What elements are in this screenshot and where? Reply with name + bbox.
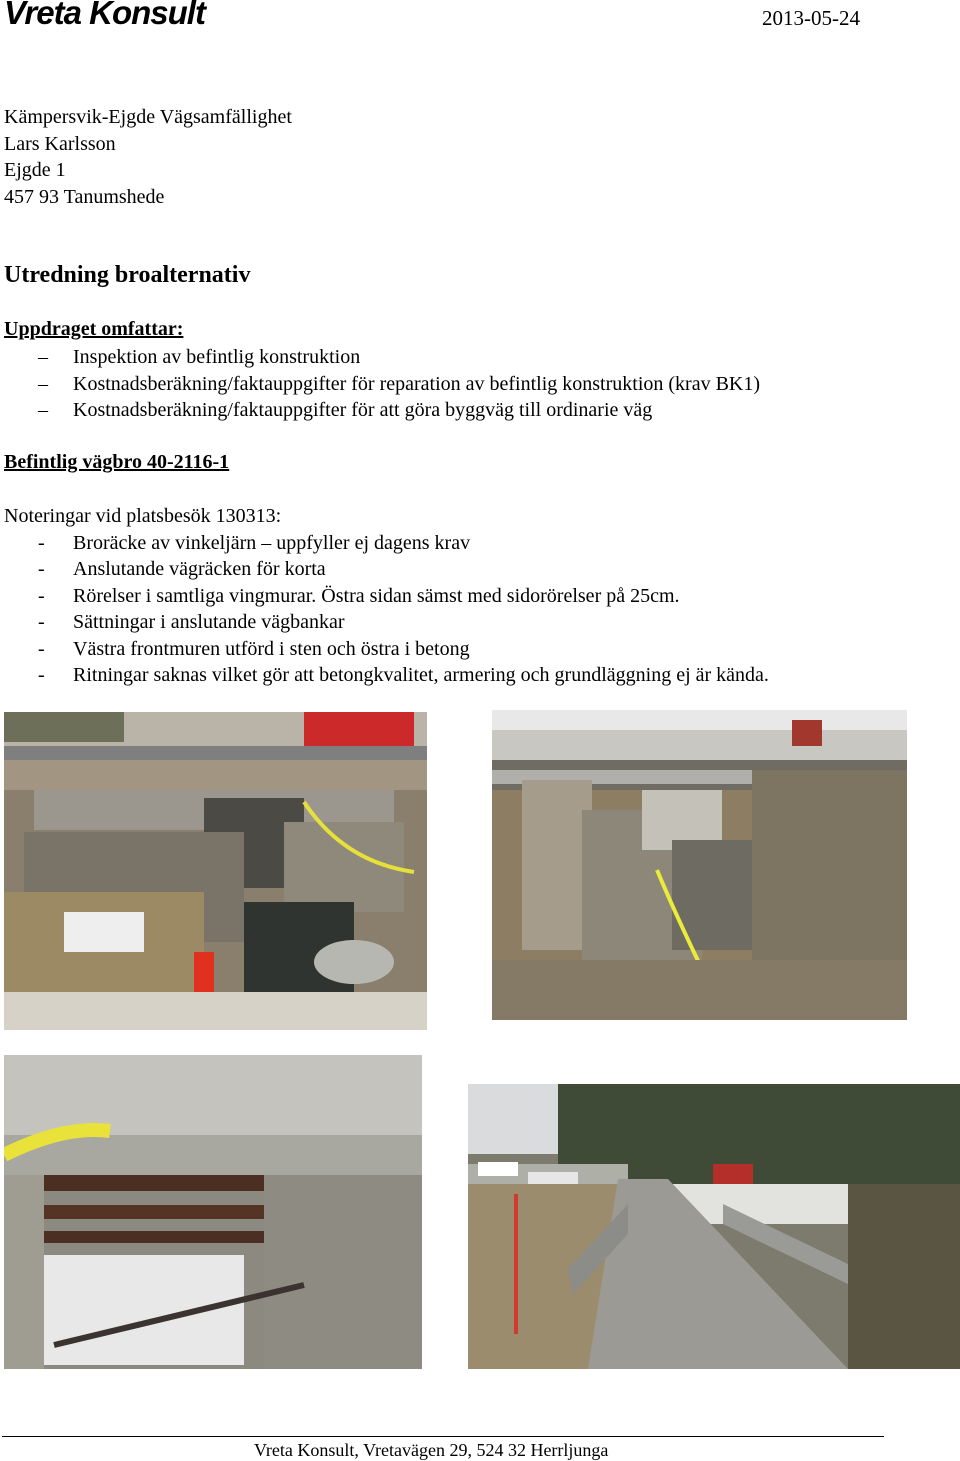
notes-intro — [4, 503, 934, 530]
list-item — [4, 662, 934, 689]
list-dash: - — [38, 664, 45, 686]
list-dash: – — [38, 346, 48, 368]
bridge-notes — [4, 503, 934, 689]
bridge-underside-photo — [4, 1055, 422, 1369]
recipient-line: Ejgde 1 — [4, 159, 66, 181]
list-item-text: Anslutande vägräcken för korta — [73, 558, 326, 580]
footer-address: Vreta Konsult, Vretavägen 29, 524 32 Herrljunga — [254, 1440, 609, 1460]
assignment-heading: Uppdraget omfattar: — [4, 318, 184, 340]
list-dash: - — [38, 584, 45, 607]
footer-divider — [2, 1436, 884, 1437]
list-item — [4, 397, 904, 424]
recipient-address — [4, 104, 292, 210]
bridge-photo-west — [4, 712, 427, 1030]
document-title: Utredning broalternativ — [4, 262, 251, 288]
list-item — [4, 344, 904, 371]
recipient-line: Lars Karlsson — [4, 132, 116, 155]
list-item — [4, 371, 904, 398]
recipient-line: 457 93 Tanumshede — [4, 185, 165, 208]
list-item — [4, 556, 934, 583]
list-dash: - — [38, 531, 45, 554]
list-item — [4, 530, 934, 557]
assignment-list — [4, 344, 904, 424]
list-item-text: Broräcke av vinkeljärn – uppfyller ej dagens krav — [73, 531, 471, 554]
road-view-photo — [468, 1084, 960, 1369]
list-item — [4, 583, 934, 610]
list-item-text: Ritningar saknas vilket gör att betongkvalitet, armering och grundläggning ej är kända. — [73, 664, 769, 686]
list-item-text: Västra frontmuren utförd i sten och östra i betong — [73, 637, 470, 660]
list-item-text: Sättningar i anslutande vägbankar — [73, 611, 345, 633]
list-dash: - — [38, 637, 45, 660]
list-item-text: Kostnadsberäkning/faktauppgifter för att göra byggväg till ordinarie väg — [73, 399, 653, 421]
list-item-text: Kostnadsberäkning/faktauppgifter för reparation av befintlig konstruktion (krav BK1) — [73, 372, 761, 395]
bridge-heading: Befintlig vägbro 40-2116-1 — [4, 451, 230, 473]
list-item-text: Inspektion av befintlig konstruktion — [73, 346, 361, 368]
list-item-text: Rörelser i samtliga vingmurar. Östra sidan sämst med sidorörelser på 25cm. — [73, 584, 680, 607]
list-item — [4, 609, 934, 636]
company-logo: Vreta Konsult — [4, 0, 205, 31]
list-dash: – — [38, 372, 48, 395]
list-dash: - — [38, 558, 45, 580]
document-date: 2013-05-24 — [762, 6, 860, 30]
bridge-photo-east — [492, 710, 907, 1020]
recipient-line: Kämpersvik-Ejgde Vägsamfällighet — [4, 106, 292, 128]
notes-intro-text: Noteringar vid platsbesök 130313: — [4, 505, 282, 527]
list-dash: – — [38, 399, 48, 421]
list-item — [4, 636, 934, 663]
list-dash: - — [38, 611, 45, 633]
